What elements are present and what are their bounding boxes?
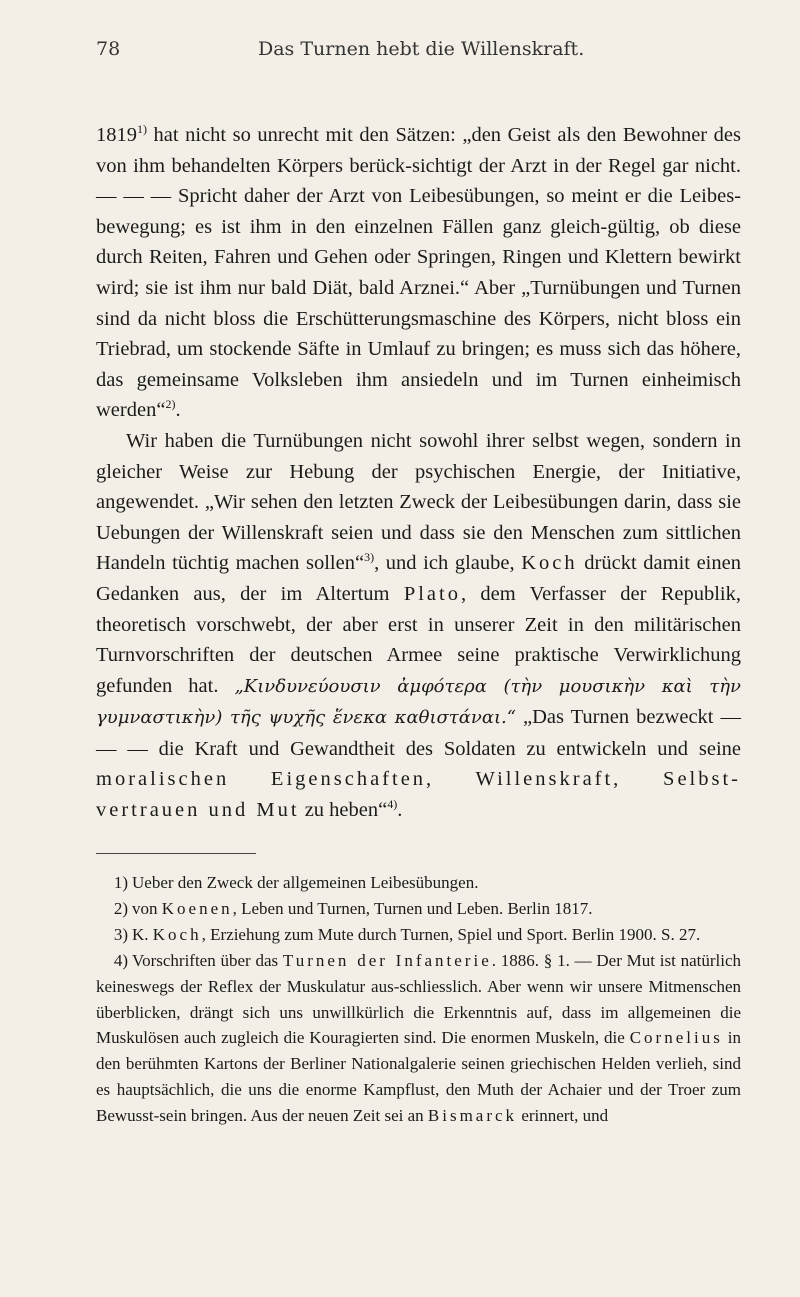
text-run: , und ich glaube, [374, 552, 522, 575]
text-run: „Das Turnen bezweckt — — — die Kraft und Gewandtheit des Soldaten zu entwickeln und seine [96, 706, 741, 760]
footnote-text: , Erziehung zum Mute durch Turnen, Spiel und Sport. Berlin 1900. S. 27. [201, 924, 701, 944]
footnote-1 [96, 870, 741, 896]
running-title: Das Turnen hebt die Willenskraft. [258, 38, 585, 60]
footnote-4 [96, 948, 741, 1129]
footnotes [96, 870, 741, 1129]
footnote-ref: 3) [364, 550, 375, 565]
footnote-3 [96, 922, 741, 948]
footnote-text: erinnert, und [517, 1106, 609, 1126]
text-run: hat nicht so unrecht mit den Sätzen: „den Geist als den Bewohner des von ihm behandelten Körpers berück-sichtigt der Arzt in der Regel gar nicht. — — — Spricht daher der Arzt von Leibesübungen, so meint er die Leibes-bewegung; es ist ihm in den einzelnen Fällen ganz gleich-gültig, ob diese durch Reiten, Fahren und Gehen oder Springen, Ringen und Klettern bewirkt wird; sie ist ihm nur bald Diät, bald Arznei.“ Aber „Turnübungen und Turnen sind da nicht bloss die Erschütterungsmaschine des Körpers, nicht bloss ein Triebrad, um stockende Säfte in Umlauf zu bringen; es muss sich das höhere, das gemeinsame Volksleben ihm ansiedeln und im Turnen einheimisch werden“ [96, 124, 741, 422]
footnote-text: K. [132, 924, 153, 944]
author-name: Koenen [161, 898, 233, 918]
footnote-number: 1) [113, 873, 128, 892]
footnote-text: Ueber den Zweck der allgemeinen Leibesübungen. [132, 873, 479, 892]
footnote-text: Vorschriften über das [132, 950, 283, 970]
main-text [96, 120, 741, 826]
emphasized-text: moralischen Eigenschaften, Willenskraft, Selbst-vertrauen und Mut [96, 768, 741, 822]
author-name: Cornelius [629, 1028, 723, 1048]
footnote-text: in den berühmten Kartons der Berliner Nationalgalerie seinen griechischen Helden verlieh, sind es hauptsächlich, die uns die enorme Kampflust, den Muth der Achaier und der Troer zum Bewusst-sein bringen. Aus der neuen Zeit sei an [96, 1028, 741, 1126]
paragraph [96, 426, 741, 826]
author-name: Plato [403, 582, 461, 605]
text-run: . [175, 399, 181, 422]
footnote-ref: 4) [387, 797, 398, 812]
paragraph [96, 120, 741, 426]
text-run: 1819 [96, 124, 137, 146]
emphasized-text: Turnen der Infanterie [282, 950, 492, 970]
author-name: Koch [521, 552, 578, 575]
footnote-number: 3) [113, 924, 128, 944]
footnote-number: 2) [113, 898, 128, 918]
footnote-text: . 1886. § 1. — Der Mut ist natürlich keineswegs der Reflex der Muskulatur aus-schliesslich. Aber wenn wir unsere Mitmenschen überblicken, drängt sich uns unwillkürlich die Erkenntnis auf, dass im allgemeinen die Muskulösen auch zugleich die Kouragierten sind. Die enormen Muskeln, die [96, 950, 742, 1048]
text-run: , dem Verfasser der Republik, theoretisch vorschwebt, der aber erst in unserer Zeit in den militärischen Turnvorschriften der deutschen Armee seine praktische Verwirklichung gefunden hat. [96, 582, 741, 697]
text-run: . [397, 799, 403, 822]
footnote-ref: 1) [137, 122, 147, 137]
footnote-ref: 2) [165, 397, 176, 412]
author-name: Koch [152, 924, 202, 944]
author-name: Bismarck [427, 1106, 518, 1126]
footnote-text: , Leben und Turnen, Turnen und Leben. Berlin 1817. [232, 898, 593, 918]
text-run: Wir haben die Turnübungen nicht sowohl ihrer selbst wegen, sondern in gleicher Weise zur Hebung der psychischen Energie, der Initiative, angewendet. „Wir sehen den letzten Zweck der Leibesübungen darin, dass sie Uebungen der Willenskraft seien und dass sie den Menschen zum sittlichen Handeln tüchtig machen sollen“ [96, 429, 741, 575]
footnote-rule [96, 853, 256, 854]
greek-quote: „Κινδυνεύουσιν ἀμφότερα (τὴν μουσικὴν καὶ τὴν γυμναστικὴν) τῆς ψυχῆς ἕνεκα καθιστάναι.“ [96, 675, 741, 729]
page-number: 78 [96, 38, 121, 60]
footnote-2 [96, 896, 741, 922]
footnote-text: von [132, 898, 162, 918]
footnote-number: 4) [113, 950, 128, 970]
text-run: drückt damit einen Gedanken aus, der im Altertum [96, 552, 741, 605]
text-run: zu heben“ [299, 799, 388, 822]
